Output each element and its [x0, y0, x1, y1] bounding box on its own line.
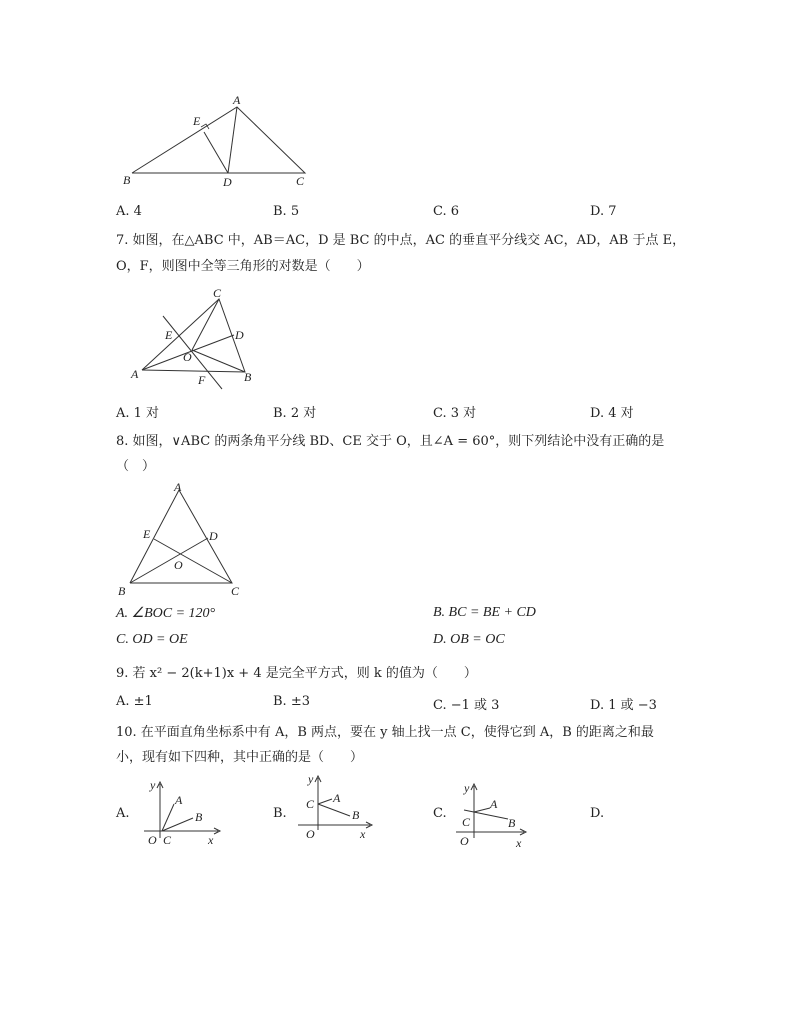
- q8-label-E: E: [143, 527, 151, 541]
- q10a-label-O: O: [148, 833, 157, 847]
- q10a-label-y: y: [150, 778, 156, 792]
- q8-option-d: D. OB = OC: [433, 632, 505, 647]
- q10b-label-B: B: [352, 808, 360, 822]
- figure-q7-triangle: [125, 287, 265, 392]
- q10-graph-b: [294, 772, 379, 844]
- q7-triangle-edges: [142, 299, 245, 372]
- q9-option-c: C. −1 或 3: [433, 698, 500, 713]
- q7-label-D: D: [235, 328, 244, 342]
- q10c-label-y: y: [464, 781, 470, 795]
- q10a-label-A: A: [175, 793, 183, 807]
- q10c-label-A: A: [490, 797, 498, 811]
- q10-graph-a: [140, 778, 225, 848]
- q7-label-B: B: [244, 370, 252, 384]
- q10-stem-line2: 小，现有如下四种，其中正确的是（ ）: [116, 750, 364, 765]
- q9-option-b: B. ±3: [273, 694, 310, 709]
- q7-label-O: O: [183, 350, 192, 364]
- q7-stem-line1: 7. 如图，在△ABC 中，AB＝AC，D 是 BC 的中点，AC 的垂直平分线交 AC，AD，AB 于点 E，: [116, 233, 686, 248]
- q6-segment-AD: [228, 107, 237, 173]
- q6-label-D: D: [223, 175, 232, 189]
- q10-option-c-label: C.: [433, 806, 447, 821]
- q7-perpendicular-bisector: [163, 316, 222, 389]
- q10b-label-A: A: [333, 791, 341, 805]
- q10-option-d-label: D.: [590, 806, 605, 821]
- q9-option-d: D. 1 或 −3: [590, 698, 657, 713]
- q6-label-A: A: [233, 93, 241, 107]
- figure-q8-triangle: [112, 478, 252, 600]
- q6-option-a: A. 4: [116, 204, 142, 219]
- q8-label-D: D: [209, 529, 218, 543]
- q8-label-C: C: [231, 584, 240, 598]
- q10b-label-x: x: [360, 827, 366, 841]
- q10-stem-line1: 10. 在平面直角坐标系中有 A，B 两点，要在 y 轴上找一点 C，使得它到 A，B 的距离之和最: [116, 725, 654, 740]
- q7-label-E: E: [165, 328, 173, 342]
- q10b-segment-CA: [318, 799, 332, 804]
- figure-q6-triangle: [115, 90, 325, 195]
- q7-label-C: C: [213, 287, 222, 300]
- q7-stem-line2: O，F，则图中全等三角形的对数是（ ）: [116, 259, 370, 274]
- q7-option-b: B. 2 对: [273, 406, 317, 421]
- q10c-segment-AB: [464, 810, 508, 819]
- q9-stem: 9. 若 x² − 2(k+1)x + 4 是完全平方式，则 k 的值为（ ）: [116, 666, 477, 681]
- q7-option-c: C. 3 对: [433, 406, 477, 421]
- q8-label-B: B: [118, 584, 126, 598]
- q10a-label-x: x: [208, 833, 214, 847]
- q6-label-C: C: [296, 174, 305, 188]
- q6-triangle-edges: [132, 107, 305, 173]
- q9-option-a: A. ±1: [116, 694, 153, 709]
- q10b-label-O: O: [306, 827, 315, 841]
- q6-option-d: D. 7: [590, 204, 617, 219]
- q6-option-c: C. 6: [433, 204, 460, 219]
- q7-label-A: A: [131, 367, 139, 381]
- q8-label-A: A: [174, 480, 182, 494]
- q6-segment-DE: [204, 132, 228, 173]
- q10b-segment-CB: [318, 804, 350, 816]
- q8-option-b: B. BC = BE + CD: [433, 605, 536, 620]
- q10c-label-x: x: [516, 836, 522, 850]
- q10c-label-C: C: [462, 815, 471, 829]
- q10b-label-C: C: [306, 797, 315, 811]
- q6-option-b: B. 5: [273, 204, 300, 219]
- q10a-label-B: B: [195, 810, 203, 824]
- q8-label-O: O: [174, 558, 183, 572]
- q10a-label-C: C: [163, 833, 172, 847]
- q10-graph-c: [452, 780, 537, 850]
- q8-option-a: A. ∠BOC = 120°: [116, 606, 216, 621]
- q8-stem-line2: （ ）: [116, 459, 156, 474]
- q6-right-angle-mark: [201, 124, 209, 129]
- q8-stem-line1: 8. 如图，∨ABC 的两条角平分线 BD、CE 交于 O，且∠A = 60°，则下列结论中没有正确的是: [116, 434, 665, 449]
- q10c-segment-CA: [474, 808, 490, 812]
- q8-segment-CE: [154, 539, 232, 583]
- q6-label-E: E: [193, 114, 201, 128]
- q7-option-a: A. 1 对: [116, 406, 160, 421]
- q7-label-F: F: [198, 373, 206, 387]
- q6-label-B: B: [123, 173, 131, 187]
- q10-option-a-label: A.: [116, 806, 130, 821]
- q7-option-d: D. 4 对: [590, 406, 634, 421]
- q10-option-b-label: B.: [273, 806, 287, 821]
- q10c-label-O: O: [460, 834, 469, 848]
- q10c-label-B: B: [508, 816, 516, 830]
- q8-option-c: C. OD = OE: [116, 632, 188, 647]
- q10b-label-y: y: [308, 772, 314, 786]
